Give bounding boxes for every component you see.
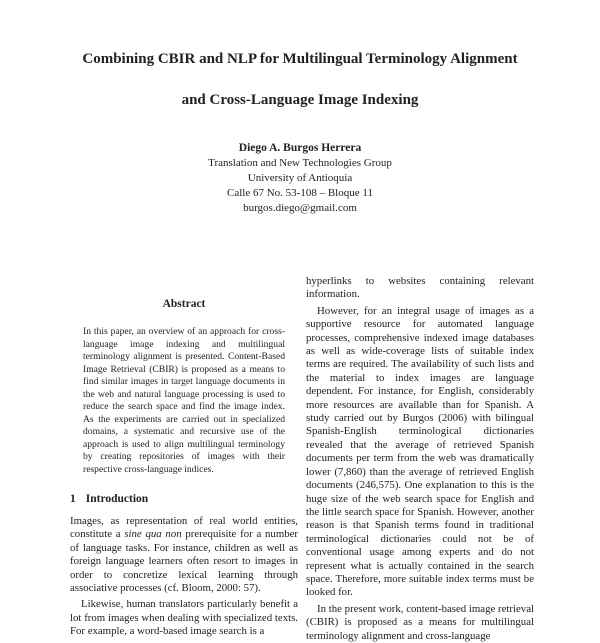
section-number: 1 (70, 493, 76, 505)
intro-p1-latin-phrase: sine qua non (124, 528, 182, 541)
paper-title-line-2: and Cross-Language Image Indexing (181, 92, 419, 108)
affiliation-group: Translation and New Technologies Group (208, 157, 392, 169)
intro-paragraph-1 (70, 515, 298, 595)
right-paragraph-2: However, for an integral usage of images as a supportive resource for automated language processes, comprehensive indexed image databases as well as wide-coverage lists of suitable index terms are required. The availability of such lists and the material to index images are language dependent. For instance, for English, considerably more resources are available than for Spanish. A study carried out by Burgos (2006) with bilingual Spanish-English terminological dictionaries revealed that the average of retrieved Spanish documents per term from the web was dramatically lower (7,860) than the average of retrieved English documents (246,575). One explanation to this is the huge size of the web search space for English and the little search space for Spanish. However, another reason is that Spanish terms found in traditional terminological dictionaries could not be of conventional usage among experts and do not represent what is actually contained in the search space. Therefore, more suitable index terms must be looked for. (306, 304, 534, 599)
left-column (70, 285, 298, 639)
author-email: burgos.diego@gmail.com (243, 202, 357, 214)
intro-paragraph-2: Likewise, human translators particularly benefit a lot from images when dealing with specialized texts. For example, a word-based image search is a (70, 598, 298, 638)
intro-p1-part-b: prerequisite for a number of language tasks. For instance, children as well as foreign language learners often resort to images in order to concretize lexical learning through associative processes (cf. Bloom, 2000: 57). (70, 528, 299, 595)
right-paragraph-1: hyperlinks to websites containing relevant information. (306, 275, 534, 301)
paper-title-line-1: Combining CBIR and NLP for Multilingual Terminology Alignment (82, 51, 518, 67)
author-block (150, 140, 450, 216)
affiliation-address: Calle 67 No. 53-108 – Bloque 11 (227, 187, 373, 199)
affiliation-university: University of Antioquia (247, 172, 353, 184)
intro-p1-part-a: Images, as representation of real world entities, constitute a (70, 515, 298, 541)
right-paragraph-3: In the present work, content-based image retrieval (CBIR) is proposed as a means for multilingual terminology alignment and cross-language (306, 602, 534, 642)
abstract-heading: Abstract (162, 298, 206, 310)
right-column (306, 275, 534, 643)
author-name: Diego A. Burgos Herrera (238, 142, 362, 154)
section-heading-introduction (70, 492, 298, 506)
section-title: Introduction (85, 493, 149, 505)
abstract-text: In this paper, an overview of an approach for cross-language image indexing and multilingual terminology alignment is presented. Content-Based Image Retrieval (CBIR) is proposed as a means to find similar images in target language documents in the web and natural language processing is used to reduce the search space and find the image index. As the experiments are carried out in specialized domains, a systematic and recursive use of the approach is used to align multilingual terminology by creating repositories of images with their respective cross-language indices. (83, 326, 285, 475)
